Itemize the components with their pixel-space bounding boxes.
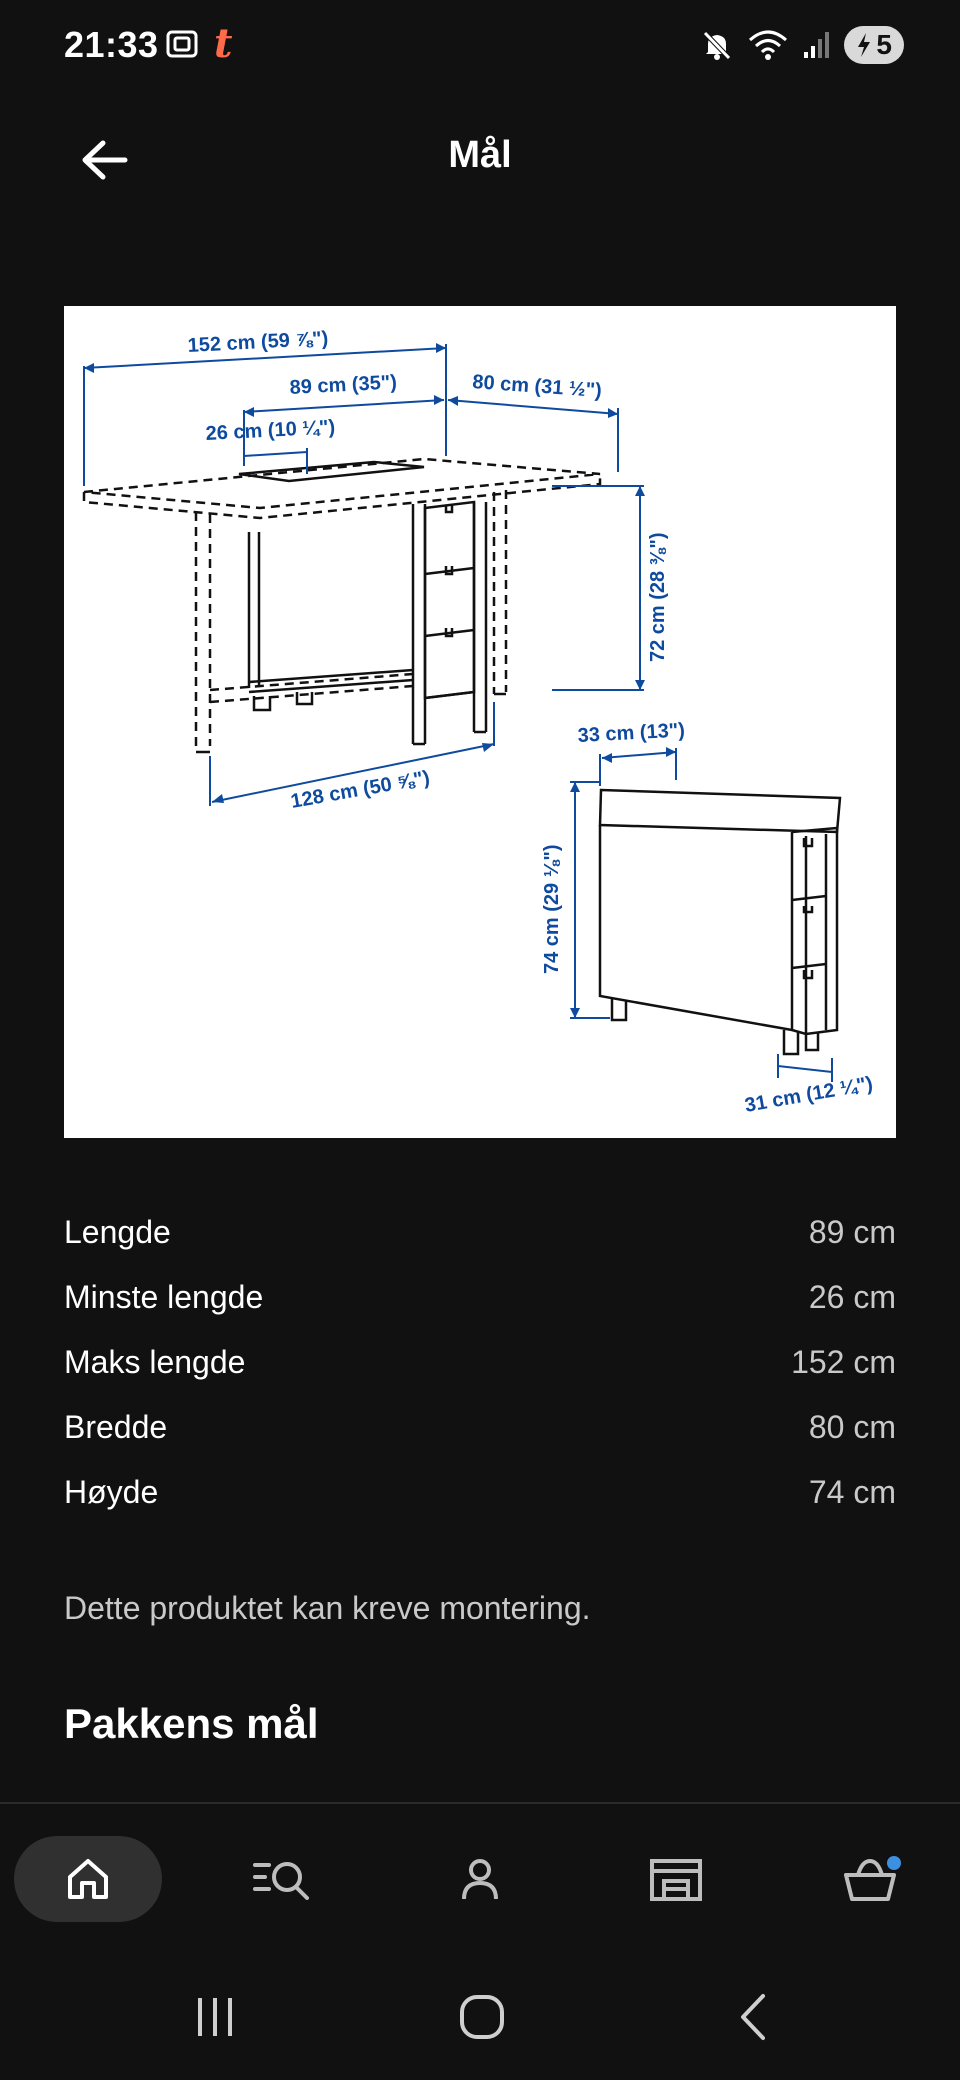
diagram-label-total-height: 74 cm (29 ⅛")	[541, 844, 563, 974]
diagram-label-max-length: 152 cm (59 ⅞")	[187, 327, 329, 357]
spec-label: Lengde	[64, 1214, 171, 1250]
profile-icon	[456, 1855, 504, 1903]
battery-charging-icon	[856, 32, 872, 58]
back-system-button[interactable]	[708, 1982, 798, 2052]
spec-row-length	[64, 1200, 896, 1265]
home-system-button[interactable]	[437, 1982, 527, 2052]
spec-value: 89 cm	[808, 1214, 896, 1250]
spec-value: 74 cm	[808, 1474, 896, 1510]
store-icon	[648, 1855, 704, 1903]
search-list-icon	[251, 1855, 313, 1903]
nav-store[interactable]	[602, 1836, 750, 1922]
nav-profile[interactable]	[406, 1836, 554, 1922]
spec-label: Minste lengde	[64, 1279, 264, 1315]
spec-row-width	[64, 1395, 896, 1460]
system-nav	[0, 1952, 960, 2080]
spec-label: Høyde	[64, 1474, 159, 1510]
nav-basket[interactable]	[798, 1836, 946, 1922]
spec-row-height	[64, 1460, 896, 1525]
diagram-label-folded-width: 33 cm (13")	[577, 719, 686, 747]
status-time: 21:33	[64, 24, 159, 65]
app-header	[0, 100, 960, 216]
screenshot-icon	[164, 26, 200, 62]
spec-value: 80 cm	[808, 1409, 896, 1445]
recents-button[interactable]	[170, 1982, 260, 2052]
spec-value: 152 cm	[791, 1344, 896, 1380]
page-title: Mål	[448, 134, 512, 176]
package-dimensions-heading[interactable]: Pakkens mål	[64, 1700, 319, 1747]
nav-search[interactable]	[208, 1836, 356, 1922]
status-bar	[0, 0, 960, 92]
tumblr-icon: t	[214, 20, 233, 67]
battery-level: 5	[876, 29, 892, 60]
diagram-label-folded-depth: 31 cm (12 ¼")	[743, 1072, 875, 1117]
spec-label: Bredde	[64, 1409, 168, 1445]
diagram-label-base-length: 128 cm (50 ⅝")	[289, 766, 432, 813]
assembly-note: Dette produktet kan kreve montering.	[64, 1590, 591, 1626]
spec-row-min-length	[64, 1265, 896, 1330]
home-circle-icon	[457, 1992, 507, 2042]
status-right-icons	[700, 26, 904, 64]
status-left-icons	[164, 20, 233, 67]
diagram-label-length: 89 cm (35")	[289, 371, 398, 399]
dimension-drawing	[64, 306, 896, 1138]
diagram-label-table-height: 72 cm (28 ⅜")	[647, 532, 669, 662]
spec-list	[64, 1200, 896, 1525]
spec-label: Maks lengde	[64, 1344, 246, 1380]
spec-value: 26 cm	[808, 1279, 896, 1315]
diagram-label-min-length: 26 cm (10 ¼")	[205, 416, 336, 445]
diagram-label-width: 80 cm (31 ½")	[471, 371, 603, 403]
spec-row-max-length	[64, 1330, 896, 1395]
bottom-nav	[0, 1802, 960, 1954]
battery-indicator	[844, 26, 904, 64]
wifi-icon	[748, 28, 788, 62]
mute-icon	[700, 28, 734, 62]
basket-icon	[842, 1853, 902, 1905]
nav-home[interactable]	[14, 1836, 162, 1922]
basket-badge	[887, 1856, 901, 1870]
home-icon	[64, 1855, 112, 1903]
recents-icon	[192, 1994, 238, 2040]
dimension-diagram	[64, 306, 896, 1138]
signal-icon	[802, 30, 830, 60]
back-chevron-icon	[733, 1992, 773, 2042]
